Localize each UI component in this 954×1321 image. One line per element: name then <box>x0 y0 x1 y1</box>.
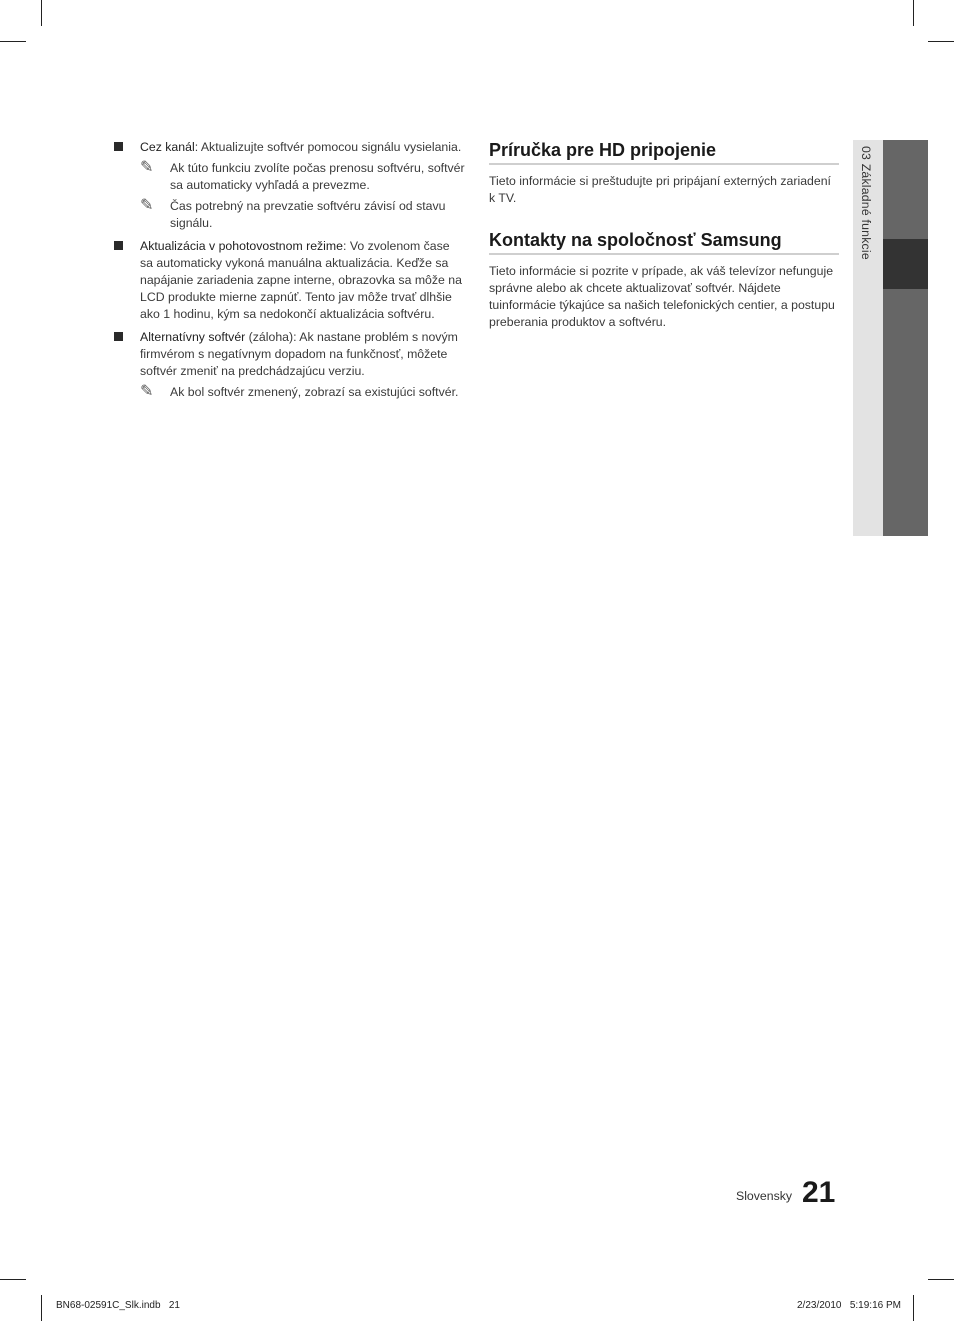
section-heading-hd-guide: Príručka pre HD pripojenie <box>489 139 839 165</box>
chapter-tab-strip <box>883 140 928 536</box>
right-column <box>489 139 839 353</box>
pencil-note-icon: ✎ <box>140 383 154 400</box>
section-heading-samsung-contacts: Kontakty na spoločnosť Samsung <box>489 229 839 255</box>
crop-mark <box>0 1279 26 1280</box>
square-bullet-icon <box>114 332 123 341</box>
square-bullet-icon <box>114 241 123 250</box>
note <box>140 198 466 232</box>
list-item <box>114 238 466 323</box>
crop-mark <box>41 1295 42 1321</box>
left-column <box>114 139 466 407</box>
item-text: : Aktualizujte softvér pomocou signálu vysielania. <box>194 140 462 154</box>
crop-mark <box>41 0 42 26</box>
print-slug-date: 2/23/2010 5:19:16 PM <box>797 1300 901 1311</box>
item-text: : Vo zvolenom čase sa automaticky vykoná manuálna aktualizácia. Keďže sa napájanie zariadenia zapne interne, obrazovka sa môže na LCD produkte mierne zapnúť. Tento jav môže trvať dlhšie ako 1 hodinu, kým sa nedokončí aktualizácia softvéru. <box>140 239 462 321</box>
item-lead: Aktualizácia v pohotovostnom režime <box>140 239 343 253</box>
list-item <box>114 329 466 401</box>
print-slug-file: BN68-02591C_Slk.indb 21 <box>56 1300 180 1311</box>
note <box>140 384 466 401</box>
item-lead: Alternatívny softvér <box>140 330 246 344</box>
note <box>140 160 466 194</box>
page-number: 21 <box>802 1176 836 1209</box>
crop-mark <box>928 41 954 42</box>
footer-language: Slovensky <box>736 1189 793 1203</box>
note-text: Čas potrebný na prevzatie softvéru závisí od stavu signálu. <box>170 199 446 230</box>
item-lead: Cez kanál <box>140 140 195 154</box>
list-item <box>114 139 466 232</box>
crop-mark <box>913 1295 914 1321</box>
crop-mark <box>0 41 26 42</box>
pencil-note-icon: ✎ <box>140 159 154 176</box>
square-bullet-icon <box>114 142 123 151</box>
section-text-hd-guide: Tieto informácie si preštudujte pri pripájaní externých zariadení k TV. <box>489 174 831 205</box>
item-text: (záloha): Ak nastane problém s novým firmvérom s negatívnym dopadom na funkčnosť, môžete softvér zmeniť na predchádzajúcu verziu. <box>140 330 458 378</box>
note-text: Ak bol softvér zmenený, zobrazí sa existujúci softvér. <box>170 385 459 399</box>
pencil-note-icon: ✎ <box>140 197 154 214</box>
section-text-samsung-contacts: Tieto informácie si pozrite v prípade, ak váš televízor nefunguje správne alebo ak chcete aktualizovať softvér. Nájdete tuinformácie týkajúce sa našich telefonických centier, a postupu preberania produktov a softvéru. <box>489 264 835 329</box>
note-text: Ak túto funkciu zvolíte počas prenosu softvéru, softvér sa automaticky vyhľadá a prevezme. <box>170 161 465 192</box>
chapter-tab-label: 03 Základné funkcie <box>859 146 873 260</box>
chapter-tab-marker <box>883 239 928 289</box>
crop-mark <box>928 1279 954 1280</box>
crop-mark <box>913 0 914 26</box>
